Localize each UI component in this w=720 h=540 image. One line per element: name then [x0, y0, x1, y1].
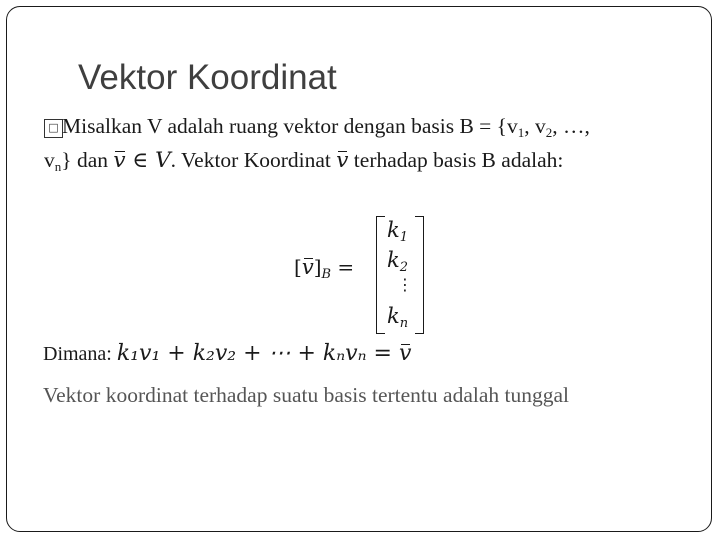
coordinate-vector-lhs: $[v]_B$ =	[294, 255, 355, 282]
vector-v: v	[113, 148, 126, 173]
dimana-equation: Dimana: k₁v₁ + k₂v₂ + ⋯ + kₙvₙ = v	[43, 341, 412, 366]
vector-v: v	[336, 148, 349, 173]
slide-title: Vektor Koordinat	[78, 58, 337, 97]
matrix-entry-kn: $k_n$	[387, 304, 409, 331]
uniqueness-note: Vektor koordinat terhadap suatu basis tertentu adalah tunggal	[43, 383, 569, 407]
definition-line-1: Misalkan V adalah ruang vektor dengan basis $B = \{v_1$, $v_2$, …,	[62, 114, 590, 140]
definition-line-2: $v_n$} dan v ∈ V. Vektor Koordinat v terhadap basis B adalah:	[44, 148, 564, 174]
matrix-bracket-right	[415, 216, 424, 334]
matrix-entry-k1: $k_1$	[387, 218, 409, 245]
bullet-icon: □	[44, 119, 63, 138]
matrix-entry-k2: $k_2$	[387, 248, 409, 275]
matrix-bracket-left	[376, 216, 385, 334]
matrix-vdots: ⋮	[397, 275, 413, 294]
coordinate-column-matrix	[376, 216, 424, 334]
